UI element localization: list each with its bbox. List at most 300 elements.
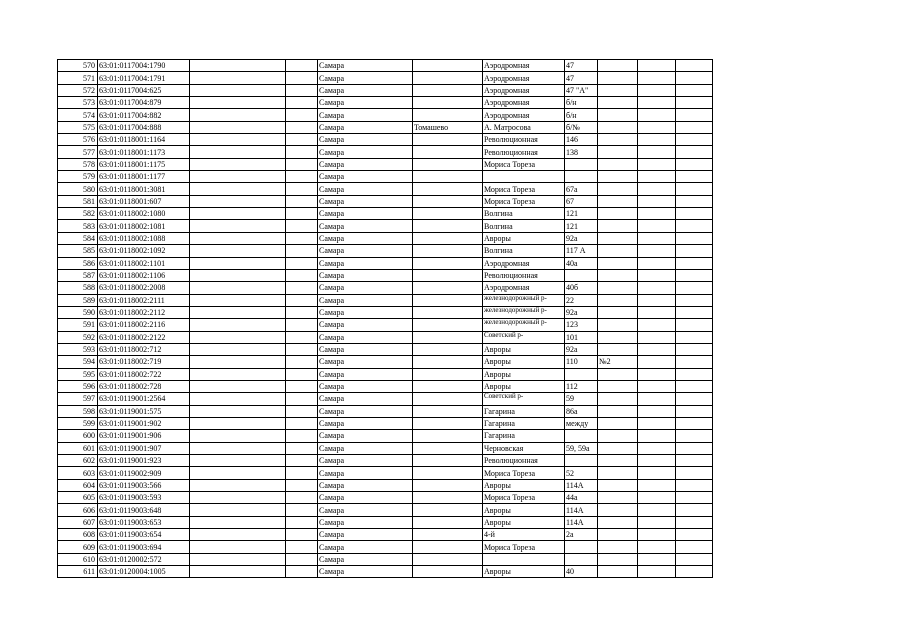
cadastral-number-cell: 63:01:0119003:648: [98, 504, 190, 516]
house-cell: 138: [565, 146, 598, 158]
empty-cell: [286, 331, 318, 343]
empty-cell: [286, 208, 318, 220]
empty-cell: [286, 479, 318, 491]
empty-cell: [286, 380, 318, 392]
row-number-cell: 603: [58, 467, 98, 479]
cadastral-number-cell: 63:01:0119003:694: [98, 541, 190, 553]
table-row: [58, 282, 713, 294]
extra-cell: [598, 183, 638, 195]
extra-cell: [598, 393, 638, 405]
table-row: [58, 183, 713, 195]
empty-cell: [676, 331, 713, 343]
street-cell: Мориса Тореза: [483, 158, 565, 170]
empty-cell: [676, 442, 713, 454]
extra-cell: №2: [598, 356, 638, 368]
row-number-cell: 596: [58, 380, 98, 392]
row-number-cell: 593: [58, 343, 98, 355]
empty-cell: [286, 529, 318, 541]
table-row: [58, 134, 713, 146]
table-row: [58, 269, 713, 281]
city-cell: Самара: [318, 356, 413, 368]
extra-cell: [598, 504, 638, 516]
locality-cell: [413, 183, 483, 195]
city-cell: Самара: [318, 109, 413, 121]
empty-cell: [286, 183, 318, 195]
street-cell: железнодорожный р-: [483, 319, 565, 331]
house-cell: 121: [565, 220, 598, 232]
city-cell: Самара: [318, 430, 413, 442]
row-number-cell: 591: [58, 319, 98, 331]
street-cell: Аэродромная: [483, 60, 565, 72]
city-cell: Самара: [318, 455, 413, 467]
empty-cell: [638, 84, 676, 96]
house-cell: [565, 171, 598, 183]
cadastral-number-cell: 63:01:0118002:1092: [98, 245, 190, 257]
empty-cell: [638, 109, 676, 121]
empty-cell: [286, 516, 318, 528]
row-number-cell: 575: [58, 121, 98, 133]
empty-cell: [190, 455, 286, 467]
extra-cell: [598, 158, 638, 170]
empty-cell: [638, 343, 676, 355]
table-row: [58, 380, 713, 392]
empty-cell: [638, 492, 676, 504]
empty-cell: [676, 380, 713, 392]
cadastral-number-cell: 63:01:0118001:1164: [98, 134, 190, 146]
cadastral-number-cell: 63:01:0118001:607: [98, 195, 190, 207]
empty-cell: [638, 208, 676, 220]
empty-cell: [638, 356, 676, 368]
extra-cell: [598, 282, 638, 294]
locality-cell: [413, 553, 483, 565]
empty-cell: [286, 467, 318, 479]
locality-cell: [413, 331, 483, 343]
empty-cell: [676, 183, 713, 195]
cadastral-number-cell: 63:01:0117004:625: [98, 84, 190, 96]
street-cell: Аэродромная: [483, 97, 565, 109]
house-cell: [565, 269, 598, 281]
table-row: [58, 516, 713, 528]
empty-cell: [286, 60, 318, 72]
cadastral-number-cell: 63:01:0118001:1177: [98, 171, 190, 183]
table-row: [58, 430, 713, 442]
empty-cell: [676, 158, 713, 170]
empty-cell: [638, 245, 676, 257]
street-cell: Аэродромная: [483, 72, 565, 84]
house-cell: [565, 430, 598, 442]
locality-cell: [413, 306, 483, 318]
cadastral-number-cell: 63:01:0120004:1005: [98, 566, 190, 578]
empty-cell: [190, 566, 286, 578]
city-cell: Самара: [318, 306, 413, 318]
empty-cell: [638, 121, 676, 133]
street-cell: Революционная: [483, 455, 565, 467]
cadastral-number-cell: 63:01:0118002:2116: [98, 319, 190, 331]
empty-cell: [676, 356, 713, 368]
house-cell: 92а: [565, 343, 598, 355]
empty-cell: [676, 529, 713, 541]
street-cell: Авроры: [483, 356, 565, 368]
empty-cell: [638, 134, 676, 146]
empty-cell: [190, 368, 286, 380]
empty-cell: [676, 208, 713, 220]
city-cell: Самара: [318, 269, 413, 281]
table-row: [58, 208, 713, 220]
city-cell: Самара: [318, 257, 413, 269]
row-number-cell: 598: [58, 405, 98, 417]
empty-cell: [286, 72, 318, 84]
empty-cell: [286, 245, 318, 257]
empty-cell: [286, 553, 318, 565]
locality-cell: [413, 97, 483, 109]
extra-cell: [598, 541, 638, 553]
extra-cell: [598, 121, 638, 133]
table-row: [58, 319, 713, 331]
house-cell: 101: [565, 331, 598, 343]
empty-cell: [638, 97, 676, 109]
city-cell: Самара: [318, 393, 413, 405]
empty-cell: [638, 417, 676, 429]
street-cell: Революционная: [483, 146, 565, 158]
empty-cell: [638, 60, 676, 72]
empty-cell: [676, 368, 713, 380]
row-number-cell: 589: [58, 294, 98, 306]
row-number-cell: 576: [58, 134, 98, 146]
empty-cell: [676, 195, 713, 207]
cadastral-number-cell: 63:01:0119003:566: [98, 479, 190, 491]
empty-cell: [190, 442, 286, 454]
locality-cell: [413, 269, 483, 281]
locality-cell: [413, 541, 483, 553]
table-row: [58, 60, 713, 72]
table-row: [58, 405, 713, 417]
row-number-cell: 585: [58, 245, 98, 257]
empty-cell: [286, 171, 318, 183]
locality-cell: [413, 393, 483, 405]
empty-cell: [190, 467, 286, 479]
empty-cell: [190, 269, 286, 281]
street-cell: Мориса Тореза: [483, 195, 565, 207]
empty-cell: [190, 343, 286, 355]
cadastral-number-cell: 63:01:0119001:575: [98, 405, 190, 417]
house-cell: 40: [565, 566, 598, 578]
empty-cell: [190, 405, 286, 417]
house-cell: 92а: [565, 232, 598, 244]
city-cell: Самара: [318, 492, 413, 504]
empty-cell: [638, 368, 676, 380]
row-number-cell: 571: [58, 72, 98, 84]
street-cell: Волгина: [483, 245, 565, 257]
empty-cell: [676, 541, 713, 553]
empty-cell: [286, 430, 318, 442]
empty-cell: [286, 195, 318, 207]
row-number-cell: 601: [58, 442, 98, 454]
city-cell: Самара: [318, 504, 413, 516]
row-number-cell: 573: [58, 97, 98, 109]
empty-cell: [286, 109, 318, 121]
empty-cell: [638, 269, 676, 281]
empty-cell: [190, 282, 286, 294]
house-cell: б/№: [565, 121, 598, 133]
street-cell: Гагарина: [483, 430, 565, 442]
locality-cell: [413, 405, 483, 417]
street-cell: Авроры: [483, 479, 565, 491]
empty-cell: [638, 72, 676, 84]
empty-cell: [676, 109, 713, 121]
extra-cell: [598, 257, 638, 269]
table-row: [58, 492, 713, 504]
cadastral-number-cell: 63:01:0119001:923: [98, 455, 190, 467]
extra-cell: [598, 479, 638, 491]
empty-cell: [190, 72, 286, 84]
empty-cell: [638, 380, 676, 392]
empty-cell: [286, 306, 318, 318]
empty-cell: [638, 195, 676, 207]
extra-cell: [598, 343, 638, 355]
empty-cell: [638, 232, 676, 244]
empty-cell: [676, 430, 713, 442]
table-row: [58, 220, 713, 232]
house-cell: б/н: [565, 109, 598, 121]
empty-cell: [190, 319, 286, 331]
locality-cell: [413, 504, 483, 516]
extra-cell: [598, 306, 638, 318]
city-cell: Самара: [318, 232, 413, 244]
empty-cell: [286, 158, 318, 170]
cadastral-number-cell: 63:01:0118002:1106: [98, 269, 190, 281]
table-row: [58, 417, 713, 429]
empty-cell: [286, 417, 318, 429]
extra-cell: [598, 72, 638, 84]
empty-cell: [676, 72, 713, 84]
city-cell: Самара: [318, 134, 413, 146]
cadastral-number-cell: 63:01:0119003:654: [98, 529, 190, 541]
empty-cell: [286, 405, 318, 417]
row-number-cell: 586: [58, 257, 98, 269]
street-cell: [483, 171, 565, 183]
house-cell: 67: [565, 195, 598, 207]
city-cell: Самара: [318, 553, 413, 565]
extra-cell: [598, 553, 638, 565]
cadastral-number-cell: 63:01:0118001:3081: [98, 183, 190, 195]
house-cell: 146: [565, 134, 598, 146]
locality-cell: [413, 60, 483, 72]
locality-cell: [413, 492, 483, 504]
empty-cell: [676, 245, 713, 257]
table-row: [58, 121, 713, 133]
locality-cell: [413, 134, 483, 146]
row-number-cell: 594: [58, 356, 98, 368]
locality-cell: [413, 566, 483, 578]
empty-cell: [676, 516, 713, 528]
row-number-cell: 611: [58, 566, 98, 578]
cadastral-number-cell: 63:01:0118002:1088: [98, 232, 190, 244]
empty-cell: [286, 269, 318, 281]
empty-cell: [638, 319, 676, 331]
empty-cell: [190, 393, 286, 405]
empty-cell: [190, 516, 286, 528]
cadastral-number-cell: 63:01:0117004:888: [98, 121, 190, 133]
table-row: [58, 393, 713, 405]
empty-cell: [676, 393, 713, 405]
city-cell: Самара: [318, 479, 413, 491]
row-number-cell: 595: [58, 368, 98, 380]
empty-cell: [286, 442, 318, 454]
empty-cell: [638, 541, 676, 553]
house-cell: 114А: [565, 516, 598, 528]
street-cell: Авроры: [483, 343, 565, 355]
empty-cell: [286, 492, 318, 504]
empty-cell: [190, 220, 286, 232]
extra-cell: [598, 492, 638, 504]
cadastral-number-cell: 63:01:0119003:653: [98, 516, 190, 528]
city-cell: Самара: [318, 245, 413, 257]
row-number-cell: 599: [58, 417, 98, 429]
house-cell: 52: [565, 467, 598, 479]
empty-cell: [676, 269, 713, 281]
locality-cell: [413, 356, 483, 368]
empty-cell: [676, 455, 713, 467]
street-cell: Советский р-: [483, 331, 565, 343]
locality-cell: [413, 282, 483, 294]
empty-cell: [638, 455, 676, 467]
empty-cell: [190, 60, 286, 72]
city-cell: Самара: [318, 442, 413, 454]
empty-cell: [190, 553, 286, 565]
empty-cell: [286, 84, 318, 96]
house-cell: 67а: [565, 183, 598, 195]
extra-cell: [598, 417, 638, 429]
city-cell: Самара: [318, 208, 413, 220]
row-number-cell: 608: [58, 529, 98, 541]
cadastral-number-cell: 63:01:0117004:1790: [98, 60, 190, 72]
house-cell: 2а: [565, 529, 598, 541]
locality-cell: [413, 380, 483, 392]
cadastral-number-cell: 63:01:0118001:1173: [98, 146, 190, 158]
street-cell: Аэродромная: [483, 84, 565, 96]
empty-cell: [638, 294, 676, 306]
street-cell: Советский р-: [483, 393, 565, 405]
cadastral-number-cell: 63:01:0119001:2564: [98, 393, 190, 405]
city-cell: Самара: [318, 343, 413, 355]
table-row: [58, 566, 713, 578]
cadastral-number-cell: 63:01:0118002:719: [98, 356, 190, 368]
empty-cell: [676, 553, 713, 565]
cadastral-number-cell: 63:01:0118002:722: [98, 368, 190, 380]
empty-cell: [286, 504, 318, 516]
cadastral-number-cell: 63:01:0117004:1791: [98, 72, 190, 84]
row-number-cell: 606: [58, 504, 98, 516]
extra-cell: [598, 455, 638, 467]
city-cell: Самара: [318, 417, 413, 429]
empty-cell: [286, 356, 318, 368]
empty-cell: [190, 134, 286, 146]
city-cell: Самара: [318, 146, 413, 158]
cadastral-number-cell: 63:01:0119001:906: [98, 430, 190, 442]
empty-cell: [190, 331, 286, 343]
city-cell: Самара: [318, 121, 413, 133]
table-row: [58, 455, 713, 467]
city-cell: Самара: [318, 541, 413, 553]
street-cell: Авроры: [483, 368, 565, 380]
house-cell: 47 "А": [565, 84, 598, 96]
street-cell: [483, 553, 565, 565]
locality-cell: [413, 529, 483, 541]
extra-cell: [598, 97, 638, 109]
empty-cell: [676, 492, 713, 504]
row-number-cell: 605: [58, 492, 98, 504]
row-number-cell: 572: [58, 84, 98, 96]
locality-cell: [413, 195, 483, 207]
table-row: [58, 442, 713, 454]
extra-cell: [598, 368, 638, 380]
house-cell: 92а: [565, 306, 598, 318]
row-number-cell: 587: [58, 269, 98, 281]
extra-cell: [598, 171, 638, 183]
empty-cell: [638, 306, 676, 318]
street-cell: Революционная: [483, 269, 565, 281]
cadastral-number-cell: 63:01:0118002:1101: [98, 257, 190, 269]
empty-cell: [638, 504, 676, 516]
row-number-cell: 600: [58, 430, 98, 442]
empty-cell: [676, 405, 713, 417]
empty-cell: [638, 405, 676, 417]
locality-cell: [413, 146, 483, 158]
empty-cell: [676, 566, 713, 578]
empty-cell: [190, 158, 286, 170]
house-cell: [565, 455, 598, 467]
city-cell: Самара: [318, 380, 413, 392]
empty-cell: [638, 529, 676, 541]
street-cell: Аэродромная: [483, 282, 565, 294]
locality-cell: [413, 171, 483, 183]
row-number-cell: 583: [58, 220, 98, 232]
empty-cell: [286, 541, 318, 553]
house-cell: б/н: [565, 97, 598, 109]
empty-cell: [286, 455, 318, 467]
extra-cell: [598, 331, 638, 343]
empty-cell: [638, 553, 676, 565]
locality-cell: [413, 220, 483, 232]
city-cell: Самара: [318, 282, 413, 294]
house-cell: 22: [565, 294, 598, 306]
table-row: [58, 467, 713, 479]
empty-cell: [190, 146, 286, 158]
city-cell: Самара: [318, 171, 413, 183]
table-row: [58, 158, 713, 170]
street-cell: Мориса Тореза: [483, 492, 565, 504]
row-number-cell: 580: [58, 183, 98, 195]
city-cell: Самара: [318, 294, 413, 306]
city-cell: Самара: [318, 158, 413, 170]
street-cell: Авроры: [483, 232, 565, 244]
empty-cell: [638, 220, 676, 232]
locality-cell: [413, 343, 483, 355]
row-number-cell: 581: [58, 195, 98, 207]
empty-cell: [638, 282, 676, 294]
empty-cell: [638, 516, 676, 528]
street-cell: Авроры: [483, 516, 565, 528]
cadastral-number-cell: 63:01:0117004:879: [98, 97, 190, 109]
cadastral-number-cell: 63:01:0118002:2111: [98, 294, 190, 306]
street-cell: А. Матросова: [483, 121, 565, 133]
street-cell: Аэродромная: [483, 257, 565, 269]
empty-cell: [638, 331, 676, 343]
table-row: [58, 343, 713, 355]
empty-cell: [676, 319, 713, 331]
locality-cell: [413, 109, 483, 121]
empty-cell: [190, 306, 286, 318]
